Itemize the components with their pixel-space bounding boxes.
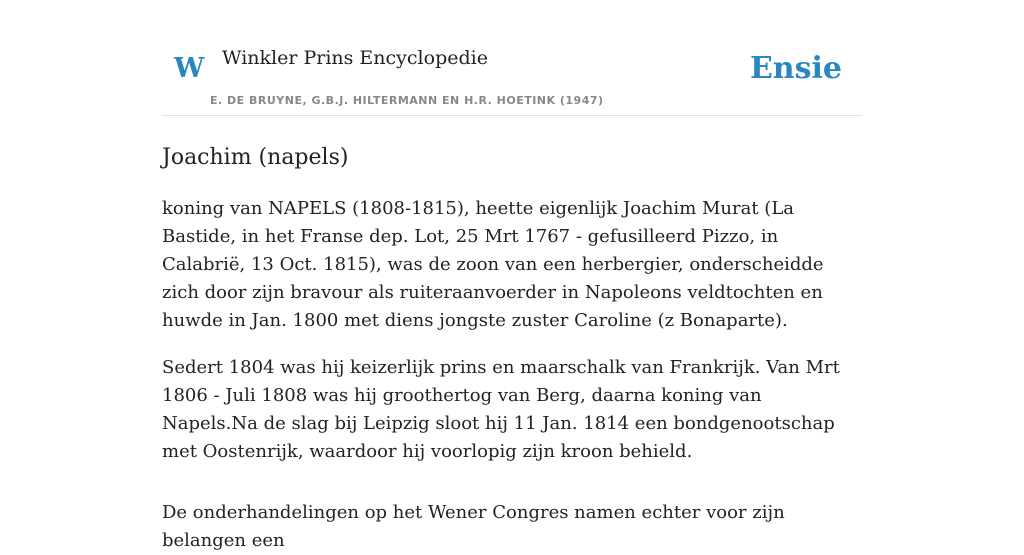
- article-paragraph-2: Sedert 1804 was hij keizerlijk prins en maarschalk van Frankrijk. Van Mrt 1806 - Juli 1808 was hij groothertog van Berg, daarna koning van Napels.Na de slag bij Leipzig sloot hij 11 Jan. 1814 een bondgenootschap met Oostenrijk, waardoor hij voorlopig zijn kroon behield.: [162, 357, 840, 462]
- article-paragraph-3: De onderhandelingen op het Wener Congres namen echter voor zijn belangen een: [162, 502, 785, 551]
- source-authors: E. DE BRUYNE, G.B.J. HILTERMANN EN H.R. HOETINK (1947): [210, 94, 604, 107]
- brand-logo[interactable]: Ensie: [749, 51, 842, 86]
- article-paragraph-1: koning van NAPELS (1808-1815), heette eigenlijk Joachim Murat (La Bastide, in het Franse dep. Lot, 25 Mrt 1767 - gefusilleerd Pizzo, in Calabrië, 13 Oct. 1815), was de zoon van een herbergier, onderscheidde zich door zijn bravour als ruiteraanvoerder in Napoleons veldtochten en huwde in Jan. 1800 met diens jongste zuster Caroline (z Bonaparte).: [162, 198, 824, 331]
- header: [162, 0, 862, 116]
- source-title[interactable]: Winkler Prins Encyclopedie: [222, 47, 488, 69]
- source-logo[interactable]: W: [174, 53, 205, 84]
- page: [162, 0, 862, 555]
- article-title: Joachim (napels): [162, 145, 349, 170]
